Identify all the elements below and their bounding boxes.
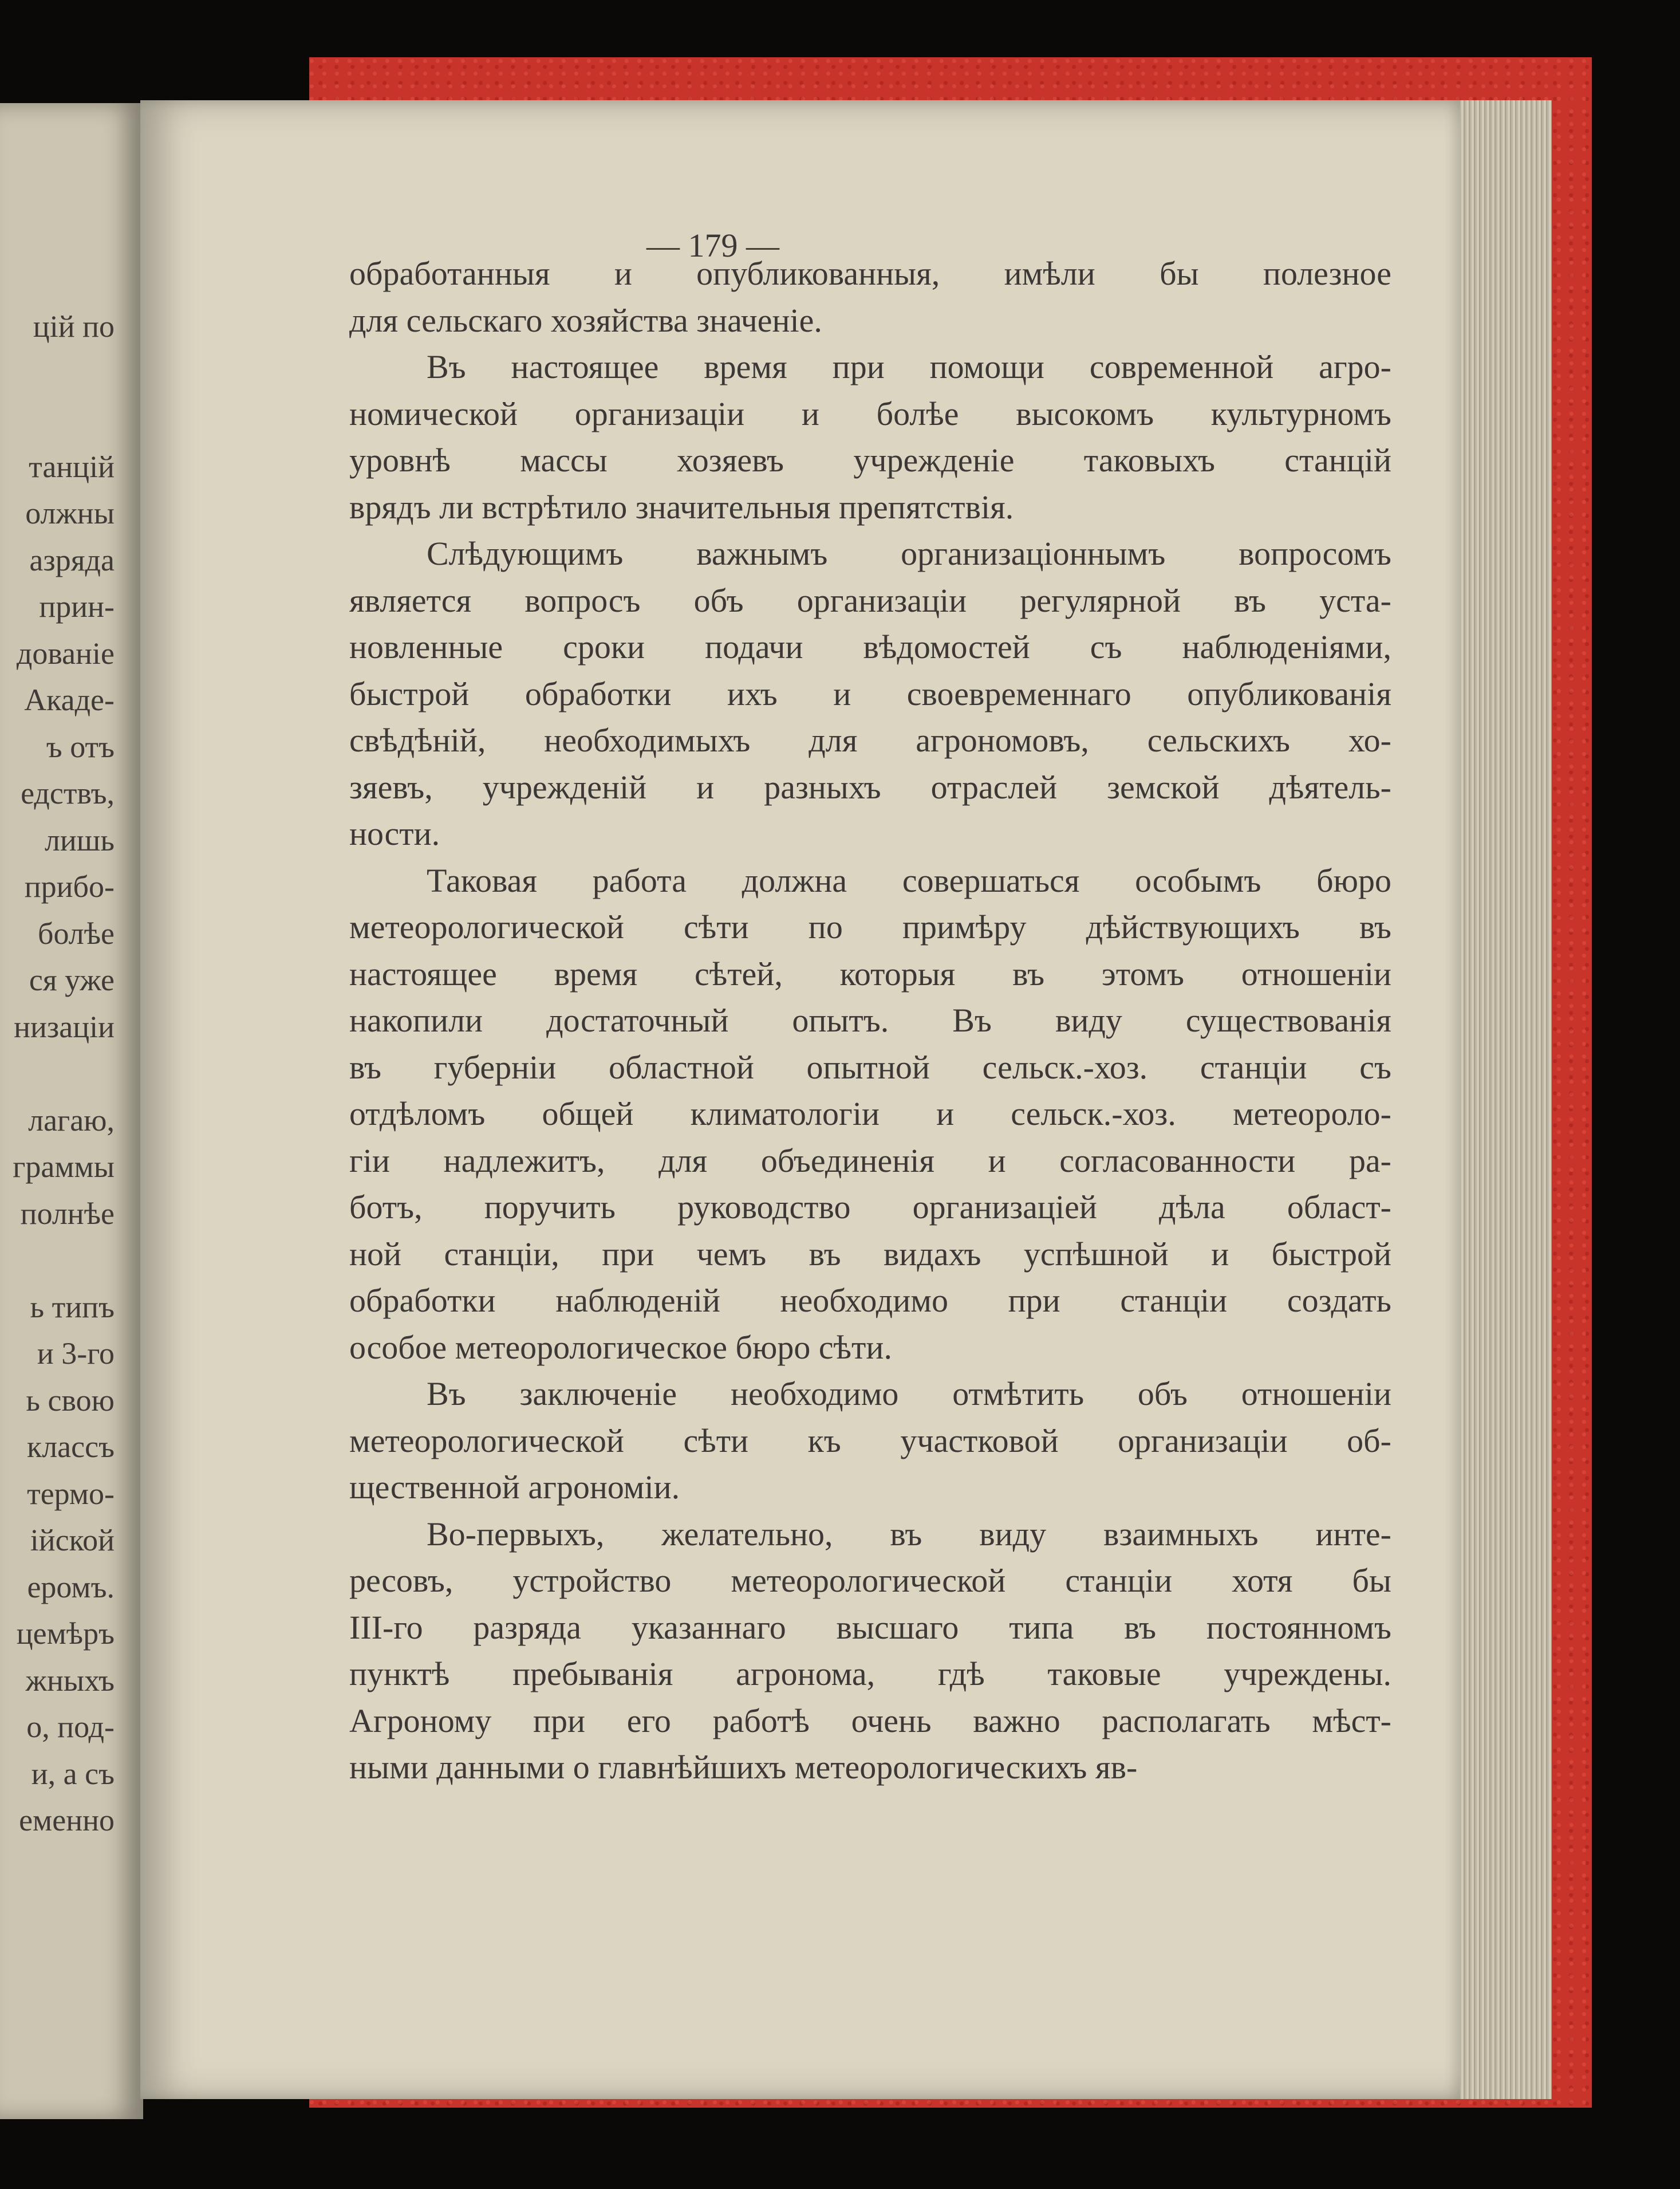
paragraph	[349, 344, 1391, 530]
left-page-line: ся уже	[29, 963, 115, 997]
left-page-text	[13, 304, 115, 1844]
left-page-line	[13, 1050, 115, 1097]
text-line: III-го разряда указаннаго высшаго типа въ постоянномъ	[349, 1608, 1391, 1646]
text-line: Слѣдующимъ важнымъ организаціоннымъ вопросомъ	[427, 535, 1391, 572]
paragraph	[349, 857, 1391, 1371]
text-line: отдѣломъ общей климатологіи и сельск.-хоз. метеороло-	[349, 1095, 1391, 1132]
text-line: метеорологической сѣти по примѣру дѣйствующихъ въ	[349, 908, 1391, 946]
text-line: накопили достаточный опытъ. Въ виду существованія	[349, 1002, 1391, 1039]
paragraph	[349, 530, 1391, 857]
left-page-line: Акаде-	[24, 683, 115, 717]
left-page-line: азряда	[29, 542, 115, 577]
left-page-line: болѣе	[38, 916, 115, 951]
text-line: для сельскаго хозяйства значеніе.	[349, 301, 822, 339]
left-page-line: цій по	[33, 309, 115, 344]
text-line: Таковая работа должна совершаться особымъ бюро	[427, 861, 1391, 899]
page-number: — 179 —	[646, 227, 779, 264]
left-page-line	[13, 1237, 115, 1284]
text-line: Во-первыхъ, желательно, въ виду взаимныхъ инте-	[427, 1515, 1391, 1553]
left-page-line: термо-	[27, 1476, 115, 1511]
left-page-line: о, под-	[26, 1710, 115, 1744]
left-page-line: граммы	[13, 1149, 115, 1184]
left-page-line: лишь	[44, 822, 115, 857]
left-page-line: и, а съ	[31, 1756, 115, 1791]
left-page-line: танцій	[29, 449, 115, 484]
text-line: гіи надлежитъ, для объединенія и согласованности ра-	[349, 1141, 1391, 1179]
left-page	[0, 103, 143, 2119]
left-page-line: ь свою	[26, 1383, 115, 1418]
left-page-line: еромъ.	[27, 1569, 115, 1604]
text-line: метеорологической сѣти къ участковой организаціи об-	[349, 1422, 1391, 1459]
left-page-line: еменно	[19, 1803, 115, 1837]
text-line: врядъ ли встрѣтило значительныя препятствія.	[349, 488, 1014, 526]
text-line: свѣдѣній, необходимыхъ для агрономовъ, сельскихъ хо-	[349, 722, 1391, 759]
left-page-line: прибо-	[24, 869, 115, 904]
paragraph	[349, 250, 1391, 344]
text-line: въ губерніи областной опытной сельск.-хоз. станціи съ	[349, 1048, 1391, 1086]
text-line: является вопросъ объ организаціи регулярной въ уста-	[349, 581, 1391, 619]
left-page-line	[13, 351, 115, 397]
text-line: Агроному при его работѣ очень важно располагать мѣст-	[349, 1702, 1391, 1739]
text-line: ной станціи, при чемъ въ видахъ успѣшной и быстрой	[349, 1235, 1391, 1273]
text-line: зяевъ, учрежденій и разныхъ отраслей земской дѣятель-	[349, 768, 1391, 806]
paragraph	[349, 1511, 1391, 1791]
text-line: ботъ, поручить руководство организаціей дѣла област-	[349, 1188, 1391, 1226]
text-line: номической организаціи и болѣе высокомъ культурномъ	[349, 395, 1391, 432]
left-page-line: ійской	[30, 1523, 115, 1557]
text-line: Въ настоящее время при помощи современной агро-	[427, 348, 1391, 385]
text-line: ресовъ, устройство метеорологической станціи хотя бы	[349, 1562, 1391, 1599]
left-page-line: жныхъ	[25, 1663, 115, 1698]
left-page-line: ь типъ	[30, 1289, 115, 1324]
left-page-line: едствъ,	[21, 776, 115, 810]
text-line: ности.	[349, 815, 440, 852]
text-line: ными данными о главнѣйшихъ метеорологическихъ яв-	[349, 1749, 1138, 1786]
left-page-line: и 3-го	[37, 1336, 115, 1371]
left-page-line: низаціи	[14, 1009, 115, 1044]
left-page-line: олжны	[25, 496, 115, 530]
left-page-line: полнѣе	[20, 1196, 115, 1231]
text-line: щественной агрономіи.	[349, 1468, 680, 1506]
text-line: пунктѣ пребыванія агронома, гдѣ таковые учреждены.	[349, 1655, 1391, 1692]
left-page-line: прин-	[39, 589, 115, 624]
left-page-line: лагаю,	[28, 1103, 115, 1137]
left-page-line: ъ отъ	[46, 729, 115, 764]
text-line: обработки наблюденій необходимо при станціи создать	[349, 1282, 1391, 1319]
left-page-line: цемѣръ	[16, 1616, 115, 1651]
text-line: быстрой обработки ихъ и своевременнаго опубликованія	[349, 675, 1391, 712]
body-text	[349, 250, 1391, 1791]
text-line: новленные сроки подачи вѣдомостей съ наблюденіями,	[349, 628, 1391, 666]
left-page-line: классъ	[26, 1430, 115, 1464]
text-line: обработанныя и опубликованныя, имѣли бы полезное	[349, 255, 1391, 292]
left-page-line	[13, 397, 115, 444]
text-line: уровнѣ массы хозяевъ учрежденіе таковыхъ станцій	[349, 442, 1391, 479]
paragraph	[349, 1371, 1391, 1511]
right-page	[140, 100, 1460, 2099]
left-page-line: дованіе	[16, 636, 115, 671]
text-line: особое метеорологическое бюро сѣти.	[349, 1328, 892, 1366]
text-line: Въ заключеніе необходимо отмѣтить объ отношеніи	[427, 1375, 1391, 1412]
page-edges	[1454, 100, 1552, 2099]
text-line: настоящее время сѣтей, которыя въ этомъ отношеніи	[349, 955, 1391, 993]
